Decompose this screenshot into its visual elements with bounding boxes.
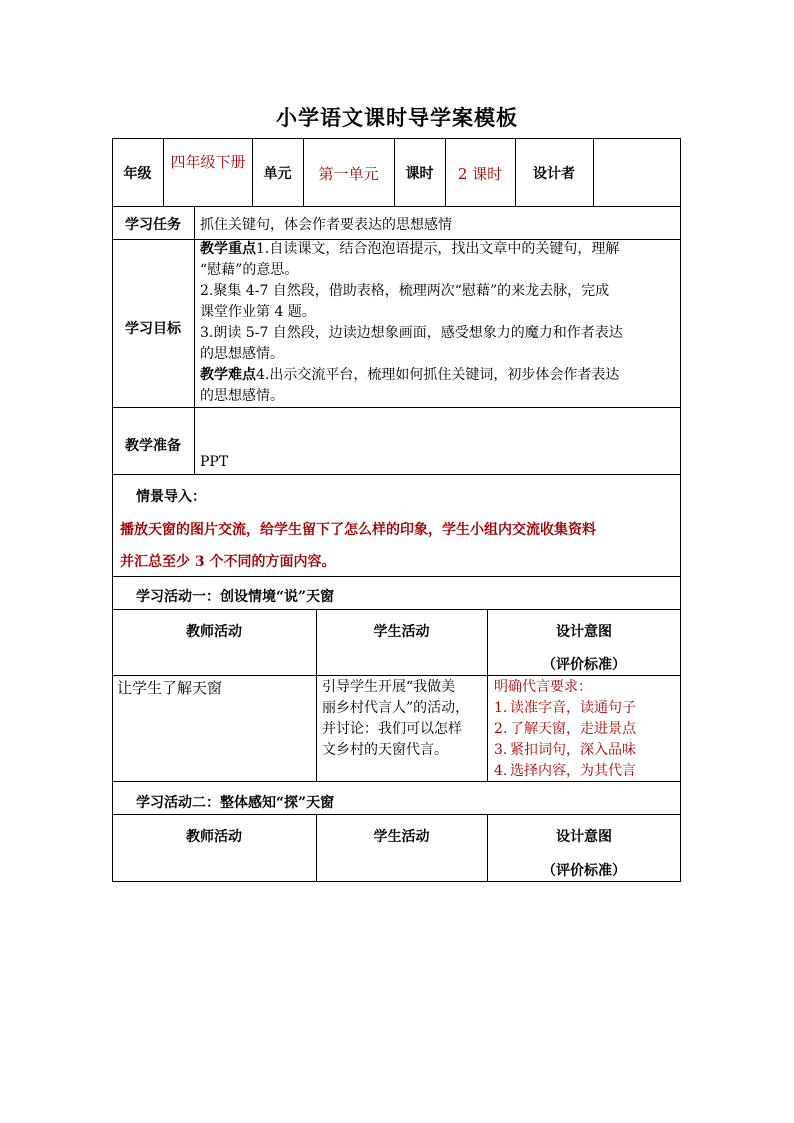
intro-line-2: 并汇总至少 3 个不同的方面内容。	[120, 554, 336, 570]
student-line-1: 引导学生开展“我做美	[322, 679, 456, 695]
grade-label: 年级	[123, 166, 152, 182]
goals-content	[200, 239, 678, 407]
focus-line-1	[200, 239, 678, 260]
prep-value: PPT	[200, 454, 229, 470]
criterion-number: 4.	[494, 763, 508, 779]
design-criterion	[494, 698, 678, 719]
task-text: 抓住关键句，体会作者要表达的思想感情	[200, 217, 452, 233]
criterion-text: 选择内容，为其代言	[510, 763, 636, 779]
student-line-4: 文乡村的天窗代言。	[322, 742, 448, 758]
design-criterion	[494, 719, 678, 740]
student-line-3: 并讨论：我们可以怎样	[322, 721, 462, 737]
criterion-number: 3.	[494, 742, 508, 758]
activity1-col-design-sub: （评价标准）	[542, 657, 626, 673]
grade-value-text: 四年级下册	[170, 153, 246, 171]
design-criterion	[494, 740, 678, 761]
unit-label: 单元	[263, 166, 292, 182]
difficulty-line-1	[200, 365, 678, 386]
intro-line-1: 播放天窗的图片交流，给学生留下了怎么样的印象，学生小组内交流收集资料	[120, 522, 596, 538]
design-criterion	[494, 761, 678, 782]
criterion-number: 2.	[494, 721, 508, 737]
unit-value: 第一单元	[318, 165, 379, 183]
criterion-text: 了解天窗，走进景点	[510, 721, 636, 737]
grade-value	[168, 150, 248, 174]
criterion-number: 1.	[494, 700, 508, 716]
period-label: 课时	[405, 166, 434, 182]
focus-line-2: “慰藉”的意思。	[200, 262, 299, 278]
task-label: 学习任务	[125, 217, 181, 233]
criterion-text: 紧扣词句，深入品味	[510, 742, 636, 758]
design-criteria-list	[494, 698, 678, 782]
activity1-title: 学习活动一：创设情境“说”天窗	[136, 589, 335, 605]
activity1-student-text	[322, 677, 485, 761]
activity2-col-student: 学生活动	[373, 829, 430, 845]
activity2-col-design: 设计意图	[556, 829, 612, 845]
goal-3-line-2: 的思想感情。	[200, 346, 284, 362]
design-heading: 明确代言要求：	[494, 679, 592, 695]
difficulty-line-2: 的思想感情。	[200, 388, 284, 404]
activity1-col-teacher: 教师活动	[186, 624, 242, 640]
activity1-teacher-text: 让学生了解天窗	[117, 679, 223, 697]
activity2-col-teacher: 教师活动	[186, 829, 242, 845]
intro-label: 情景导入：	[136, 489, 206, 505]
difficulty-label: 教学难点	[200, 367, 256, 383]
activity2-title: 学习活动二：整体感知“探”天窗	[136, 795, 335, 811]
designer-label: 设计者	[533, 166, 575, 182]
goal-2-line-1: 2.聚集 4-7 自然段，借助表格，梳理两次“慰藉”的来龙去脉，完成	[200, 283, 610, 299]
activity1-col-student: 学生活动	[373, 624, 430, 640]
goal-2-line-2: 课堂作业第 4 题。	[200, 304, 316, 320]
period-value: 2 课时	[457, 165, 503, 183]
goals-label: 学习目标	[125, 321, 181, 337]
goal-3-line-1: 3.朗读 5-7 自然段，边读边想象画面，感受想象力的魔力和作者表达	[200, 325, 623, 341]
focus-text-1: 1.自读课文，结合泡泡语提示，找出文章中的关键句，理解	[256, 241, 620, 257]
page-title: 小学语文课时导学案模板	[276, 105, 518, 130]
activity2-col-design-sub: （评价标准）	[542, 863, 626, 879]
focus-label: 教学重点	[200, 241, 256, 257]
activity1-col-design: 设计意图	[556, 624, 612, 640]
prep-label: 教学准备	[125, 438, 181, 454]
difficulty-text-1: 4.出示交流平台，梳理如何抓住关键词，初步体会作者表达	[256, 367, 620, 383]
criterion-text: 读准字音，读通句子	[510, 700, 636, 716]
activity1-design-content	[494, 677, 678, 782]
student-line-2: 丽乡村代言人”的活动，	[322, 700, 470, 716]
